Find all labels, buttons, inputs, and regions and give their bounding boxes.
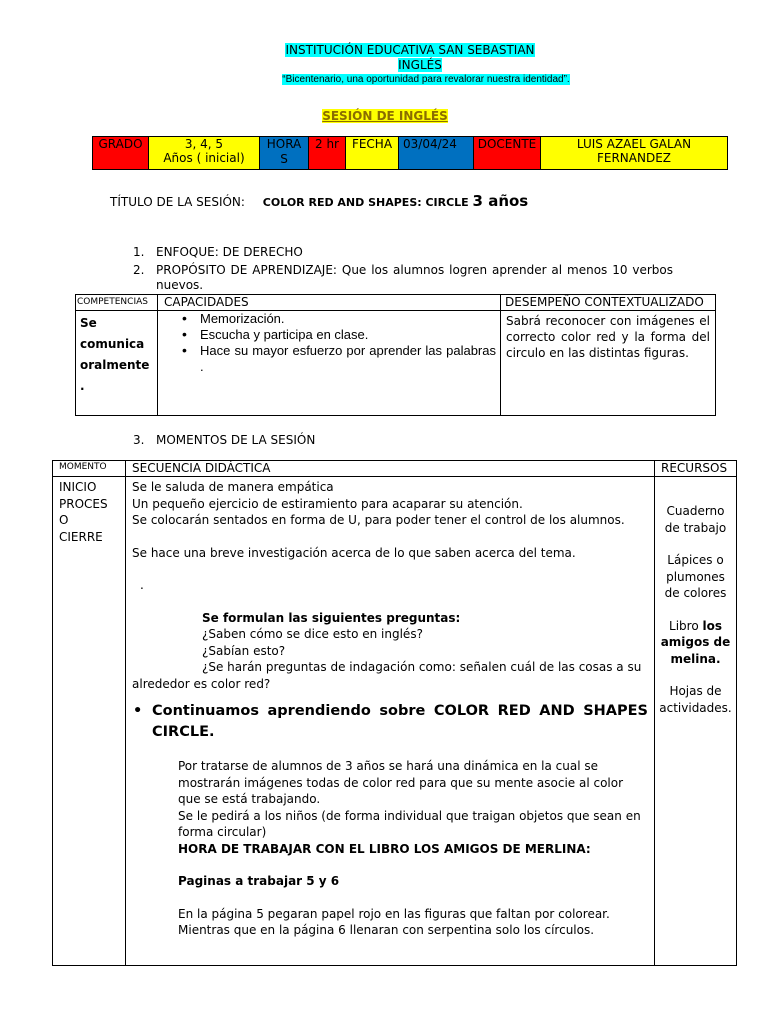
recursos-cell bbox=[655, 477, 737, 966]
institution-title: INSTITUCIÓN EDUCATIVA SAN SEBASTIAN bbox=[285, 43, 535, 57]
momentos-heading: 3. MOMENTOS DE LA SESIÓN bbox=[133, 433, 316, 447]
proposito-item: 2. PROPÓSITO DE APRENDIZAJE: Que los alumnos logren aprender al menos 10 verbos nuevos. bbox=[133, 263, 673, 292]
line-investigacion: Se hace una breve investigación acerca de lo que saben acerca del tema. bbox=[132, 545, 576, 560]
horas-value: 2 hr bbox=[309, 137, 346, 170]
subject-title: INGLÉS bbox=[398, 58, 442, 72]
numbered-items bbox=[133, 244, 673, 293]
continuamos-bullet: • Continuamos aprendiendo sobre COLOR RED AND SHAPES CIRCLE. bbox=[133, 703, 648, 740]
capacidad-item: • Escucha y participa en clase. bbox=[178, 327, 496, 343]
question-1: ¿Saben cómo se dice esto en inglés? bbox=[202, 627, 423, 641]
docente-label: DOCENTE bbox=[474, 137, 541, 170]
momentos-table bbox=[52, 460, 737, 966]
bullet-icon: • bbox=[133, 703, 143, 719]
fecha-label: FECHA bbox=[346, 137, 399, 170]
momentos-cell bbox=[53, 477, 126, 966]
session-title: SESIÓN DE INGLÉS bbox=[322, 109, 448, 123]
paragraph-objetos: Se le pedirá a los niños (de forma individual que traigan objetos que sean en forma circular) bbox=[178, 808, 641, 839]
secuencia-cell bbox=[126, 477, 655, 966]
competencias-header: COMPETENCIAS bbox=[76, 295, 158, 311]
fecha-value: 03/04/24 bbox=[399, 137, 474, 170]
docente-value: LUIS AZAEL GALAN FERNANDEZ bbox=[541, 137, 728, 170]
line-sentados: Se colocarán sentados en forma de U, para poder tener el control de los alumnos. bbox=[132, 513, 625, 527]
questions-title: Se formulan las siguientes preguntas: bbox=[202, 610, 461, 625]
capacidad-item: • Hace su mayor esfuerzo por aprender las palabras . bbox=[178, 343, 496, 375]
desempeno-header: DESEMPEÑO CONTEXTUALIZADO bbox=[501, 295, 716, 311]
session-heading: TÍTULO DE LA SESIÓN: COLOR RED AND SHAPES: CIRCLE 3 años bbox=[110, 192, 529, 210]
recurso-libro: Libro los amigos de melina. bbox=[660, 618, 731, 666]
paragraph-pagina-6: Mientras que en la página 6 llenaran con serpentina solo los círculos. bbox=[178, 923, 595, 937]
capacidades-cell bbox=[158, 311, 501, 416]
question-2: ¿Sabían esto? bbox=[202, 643, 286, 658]
capacidades-header: CAPACIDADES bbox=[158, 295, 501, 311]
recurso-lapices: Lápices o plumones de colores bbox=[664, 553, 727, 600]
motto: “Bicentenario, una oportunidad para revalorar nuestra identidad”. bbox=[282, 74, 570, 85]
paragraph-pagina-5: En la página 5 pegaran papel rojo en las figuras que faltan por colorear. bbox=[178, 906, 610, 921]
momento-proceso: PROCES bbox=[59, 496, 108, 511]
capacidad-item: • Memorización. bbox=[178, 311, 496, 327]
enfoque-item: 1. ENFOQUE: DE DERECHO bbox=[133, 245, 303, 259]
momento-inicio: INICIO bbox=[59, 480, 97, 494]
question-3: ¿Se harán preguntas de indagación como: señalen cuál de las cosas a su bbox=[202, 660, 642, 674]
desempeno-cell: Sabrá reconocer con imágenes el correcto color red y la forma del circulo en las distintas figuras. bbox=[501, 311, 716, 416]
grado-value: 3, 4, 5 Años ( inicial) bbox=[149, 137, 260, 170]
secuencia-header: SECUENCIA DIDÁCTICA bbox=[126, 461, 655, 477]
question-3-cont: alrededor es color red? bbox=[132, 676, 271, 691]
info-row-table bbox=[92, 136, 728, 170]
competencia-cell: Se comunica oralmente . bbox=[76, 311, 158, 416]
paragraph-dinamica: Por tratarse de alumnos de 3 años se hará una dinámica en la cual se mostrarán imágenes todas de color red para que su mente asocie al color que se está trabajando. bbox=[178, 759, 624, 806]
line-ejercicio: Un pequeño ejercicio de estiramiento para acaparar su atención. bbox=[132, 496, 523, 511]
paragraph-paginas: Paginas a trabajar 5 y 6 bbox=[178, 874, 340, 888]
momento-header: MOMENTO bbox=[53, 461, 126, 477]
competencias-table bbox=[75, 294, 716, 416]
recursos-header: RECURSOS bbox=[655, 461, 737, 477]
line-dot: . bbox=[140, 578, 144, 592]
recurso-cuaderno: Cuaderno de trabajo bbox=[664, 504, 727, 535]
actividad-paragraphs bbox=[132, 758, 648, 939]
grado-label: GRADO bbox=[93, 137, 149, 170]
paragraph-libro: HORA DE TRABAJAR CON EL LIBRO LOS AMIGOS DE MERLINA: bbox=[178, 841, 591, 856]
line-saludo: Se le saluda de manera empática bbox=[132, 480, 334, 494]
recurso-hojas: Hojas de actividades. bbox=[659, 684, 732, 715]
momento-cierre: CIERRE bbox=[59, 529, 103, 544]
horas-label: HORA S bbox=[260, 137, 309, 170]
momento-proceso-2: O bbox=[59, 513, 69, 527]
